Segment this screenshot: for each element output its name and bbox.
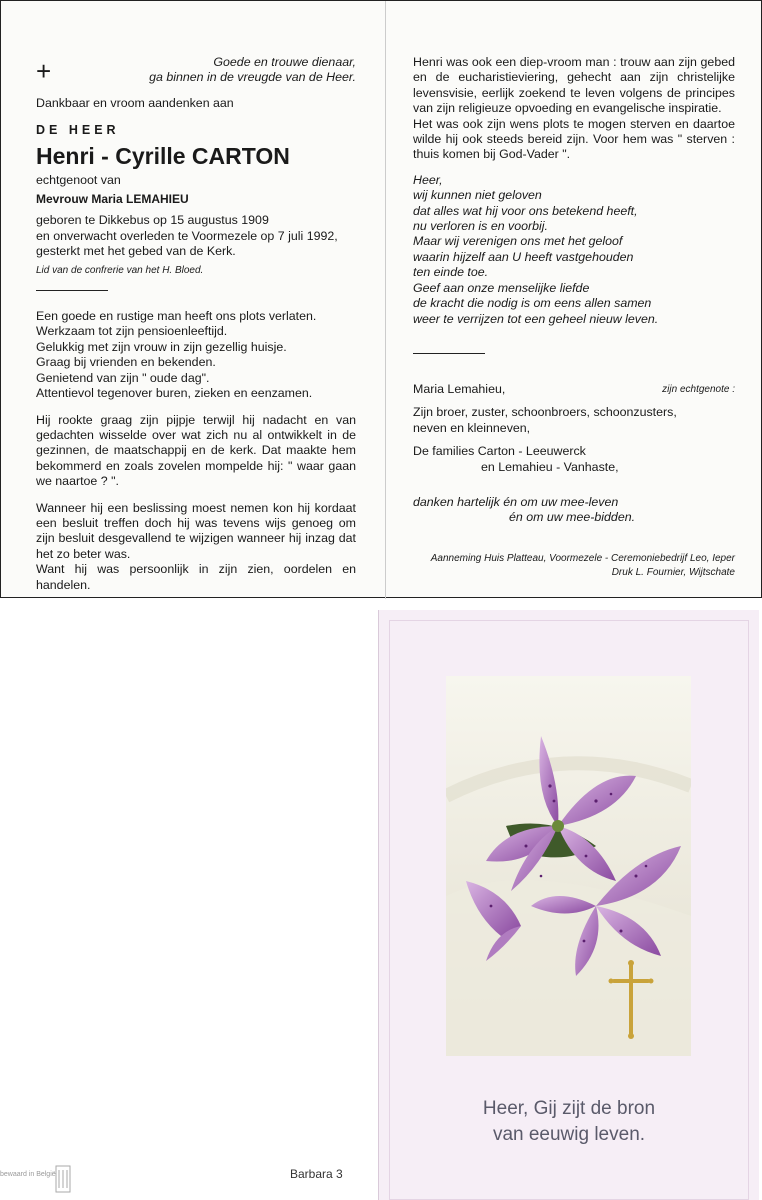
right-paragraph-2: Het was ook zijn wens plots te mogen sterven en daartoe wilde hij ook steeds bereid zijn. Voor hem was " sterven : thuis komen bij God-Vader ". [413,116,735,162]
widow-row [413,382,735,397]
membership: Lid van de confrerie van het H. Bloed. [36,264,204,276]
right-paragraph-1: Henri was ook een diep-vroom man : trouw aan zijn gebed en de eucharistieviering, gehecht aan zijn christelijke levensvisie, eerlijk zoekend te leven volgens de principes van zijn religieuze opvoeding en evangelische inspiratie. [413,55,735,116]
motto-line-1: Goede en trouwe dienaar, [213,55,356,69]
left-column [36,55,356,593]
fold-line [385,1,386,599]
front-verse-line-1: Heer, Gij zijt de bron [482,1098,656,1119]
intro-text: Dankbaar en vroom aandenken aan [36,95,234,110]
widow-role: zijn echtgenote : [662,383,735,395]
credit-line-2: Druk L. Fournier, Wijtschate [611,566,735,578]
deceased-name: Henri - Cyrille CARTON [36,142,290,169]
paragraph-3: Want hij was persoonlijk in zijn zien, oordelen en handelen. [36,562,356,592]
prayer-line: Geef aan onze menselijke liefde [413,280,590,295]
prayer-line: weer te verrijzen tot een geheel nieuw leven. [413,311,659,326]
credit-line-1: Aanneming Huis Platteau, Voormezele - Ceremoniebedrijf Leo, Ieper [430,552,735,564]
archive-label: Barbara 3 [290,1167,343,1181]
front-verse [439,1096,699,1148]
archive-logo-text: bewaard in België [0,1171,56,1178]
family-line-1: Zijn broer, zuster, schoonbroers, schoonzusters, [413,405,677,420]
verse-line-5: Genietend van zijn " oude dag". [36,370,210,385]
families-line-1: De families Carton - Leeuwerck [413,444,586,459]
right-column [413,55,735,580]
birth-line-1: geboren te Dikkebus op 15 augustus 1909 [36,213,269,228]
divider [36,290,108,291]
birth-line-3: gesterkt met het gebed van de Kerk. [36,244,236,259]
prayer-line: dat alles wat hij voor ons betekend heeft, [413,203,638,218]
front-verse-line-2: van eeuwig leven. [492,1124,646,1145]
verse-line-6: Attentievol tegenover buren, zieken en eenzamen. [36,386,313,401]
memorial-card-front [378,610,759,1200]
cross-icon: + [36,56,52,86]
thanks-line-1: danken hartelijk én om uw mee-leven [413,494,619,509]
title-prefix: DE HEER [36,123,120,138]
thanks-line-2: én om uw mee-bidden. [509,510,636,525]
prayer-line: de kracht die nodig is om eens allen samen [413,296,652,311]
motto-line-2: ga binnen in de vreugde van de Heer. [149,70,356,85]
verse-line-1: Een goede en rustige man heeft ons plots verlaten. [36,309,317,324]
archive-logo [0,1162,110,1200]
families-line-2: en Lemahieu - Vanhaste, [481,459,619,474]
prayer-line: nu verloren is en voorbij. [413,219,548,234]
prayer-line: wij kunnen niet geloven [413,188,542,203]
lily-photo [446,676,691,1056]
family-line-2: neven en kleinneven, [413,420,531,435]
spouse-label: echtgenoot van [36,172,121,187]
divider [413,353,485,354]
prayer-line: ten einde toe. [413,265,489,280]
prayer-line: Heer, [413,172,443,187]
birth-line-2: en onverwacht overleden te Voormezele op 7 juli 1992, [36,228,338,243]
lily-illustration [446,676,691,1056]
paragraph-2: Wanneer hij een beslissing moest nemen kon hij kordaat een besluit treffen doch hij was tevens wijs genoeg om zijn besluit desgevallend te wijzigen wanneer hij inzag dat het zo beter was. [36,500,356,561]
paragraph-1: Hij rookte graag zijn pijpje terwijl hij nadacht en van gedachten wisselde over wat zich nu al ontwikkelt in de gezinnen, de maatschappij en de kerk. Dat maakte hem bekommerd en zoals zovelen mompelde hij: " waar gaan we naartoe ? ". [36,412,356,489]
archive-logo-mark [0,1162,110,1198]
prayer-line: Maar wij verenigen ons met het geloof [413,234,623,249]
prayer-line: waarin hijzelf aan U heeft vastgehouden [413,249,634,264]
verse-line-4: Graag bij vrienden en bekenden. [36,355,216,370]
spouse-name: Mevrouw Maria LEMAHIEU [36,192,189,207]
widow-name: Maria Lemahieu, [413,381,506,396]
verse-line-2: Werkzaam tot zijn pensioenleeftijd. [36,324,228,339]
prayer [413,173,735,327]
verse-line-3: Gelukkig met zijn vrouw in zijn gezellig huisje. [36,339,287,354]
